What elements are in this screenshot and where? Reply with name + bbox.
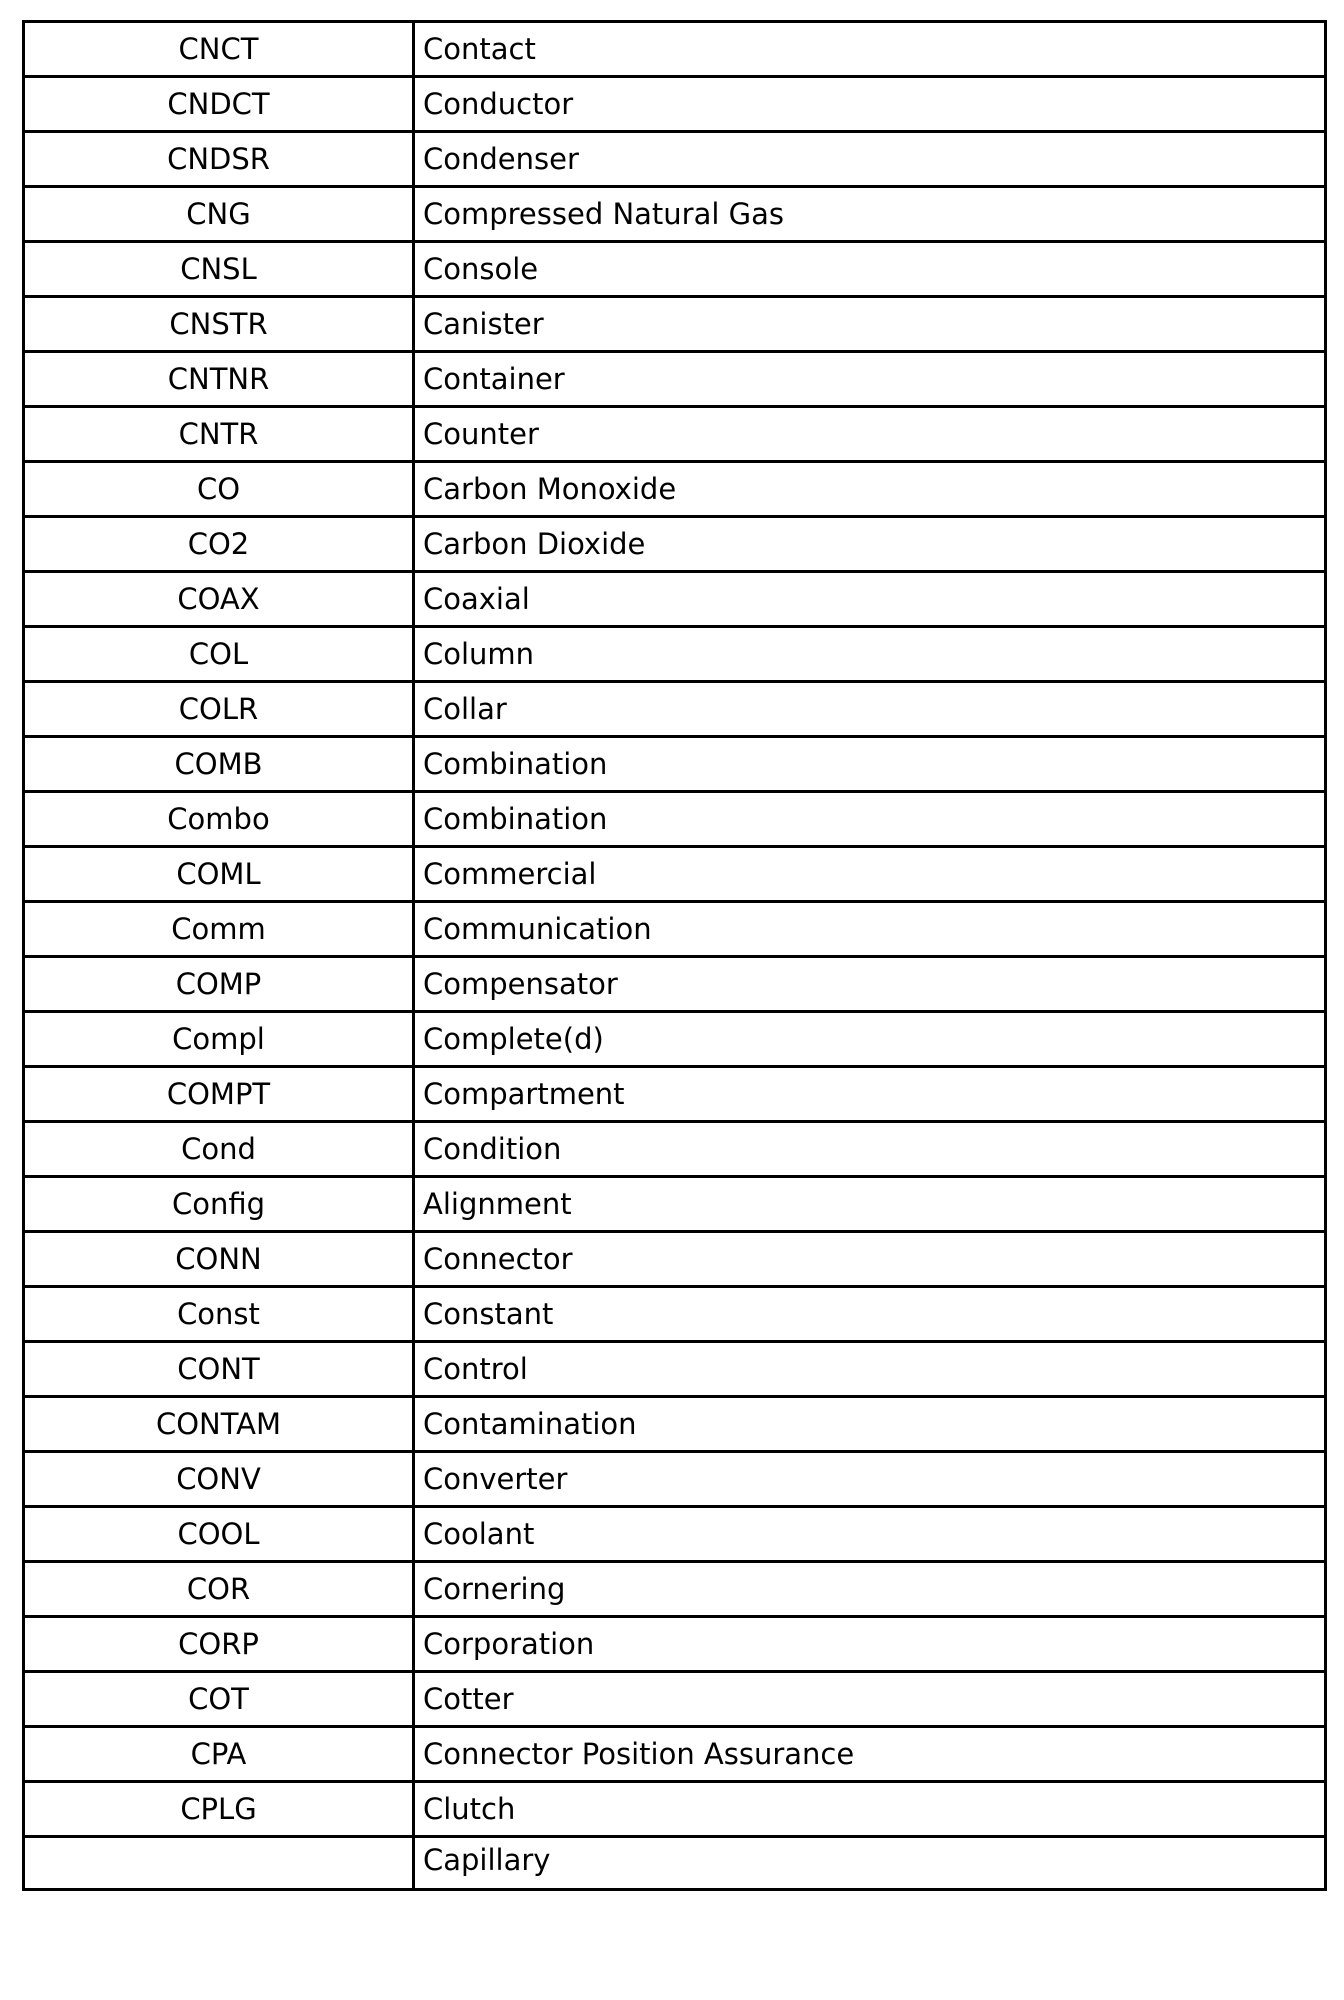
abbreviation-cell: CNDCT bbox=[24, 77, 414, 132]
table-row bbox=[24, 792, 1326, 847]
meaning-cell: Condenser bbox=[414, 132, 1326, 187]
meaning-cell: Carbon Monoxide bbox=[414, 462, 1326, 517]
table-row bbox=[24, 1727, 1326, 1782]
meaning-cell: Canister bbox=[414, 297, 1326, 352]
abbreviation-cell: COMPT bbox=[24, 1067, 414, 1122]
meaning-cell: Carbon Dioxide bbox=[414, 517, 1326, 572]
meaning-cell: Coaxial bbox=[414, 572, 1326, 627]
abbreviation-cell: CONN bbox=[24, 1232, 414, 1287]
abbreviation-cell: COAX bbox=[24, 572, 414, 627]
table-row bbox=[24, 517, 1326, 572]
table-row bbox=[24, 1342, 1326, 1397]
table-row bbox=[24, 352, 1326, 407]
abbreviation-cell: Cond bbox=[24, 1122, 414, 1177]
meaning-cell: Contact bbox=[414, 22, 1326, 77]
meaning-cell: Cornering bbox=[414, 1562, 1326, 1617]
meaning-cell: Container bbox=[414, 352, 1326, 407]
abbreviation-cell: COR bbox=[24, 1562, 414, 1617]
table-row bbox=[24, 1122, 1326, 1177]
abbreviations-table bbox=[22, 20, 1327, 1891]
abbreviation-cell: COML bbox=[24, 847, 414, 902]
meaning-cell: Connector bbox=[414, 1232, 1326, 1287]
table-row bbox=[24, 1452, 1326, 1507]
table-row bbox=[24, 847, 1326, 902]
table-row bbox=[24, 187, 1326, 242]
meaning-cell: Compensator bbox=[414, 957, 1326, 1012]
meaning-cell: Combination bbox=[414, 737, 1326, 792]
table-row bbox=[24, 572, 1326, 627]
meaning-cell: Constant bbox=[414, 1287, 1326, 1342]
meaning-cell: Combination bbox=[414, 792, 1326, 847]
abbreviation-cell: Compl bbox=[24, 1012, 414, 1067]
meaning-cell: Collar bbox=[414, 682, 1326, 737]
table-row bbox=[24, 1232, 1326, 1287]
meaning-cell: Corporation bbox=[414, 1617, 1326, 1672]
table-row bbox=[24, 737, 1326, 792]
meaning-cell: Condition bbox=[414, 1122, 1326, 1177]
abbreviation-cell: Combo bbox=[24, 792, 414, 847]
meaning-cell: Conductor bbox=[414, 77, 1326, 132]
meaning-cell: Capillary bbox=[414, 1837, 1326, 1890]
table-row bbox=[24, 1507, 1326, 1562]
table-row bbox=[24, 242, 1326, 297]
abbreviation-cell: CONTAM bbox=[24, 1397, 414, 1452]
abbreviation-cell: Const bbox=[24, 1287, 414, 1342]
meaning-cell: Control bbox=[414, 1342, 1326, 1397]
meaning-cell: Compartment bbox=[414, 1067, 1326, 1122]
table-row bbox=[24, 1782, 1326, 1837]
table-row bbox=[24, 77, 1326, 132]
table-row bbox=[24, 407, 1326, 462]
table-row bbox=[24, 1562, 1326, 1617]
table-row bbox=[24, 1287, 1326, 1342]
meaning-cell: Clutch bbox=[414, 1782, 1326, 1837]
meaning-cell: Column bbox=[414, 627, 1326, 682]
abbreviation-cell: CNSTR bbox=[24, 297, 414, 352]
abbreviation-cell: CNCT bbox=[24, 22, 414, 77]
meaning-cell: Connector Position Assurance bbox=[414, 1727, 1326, 1782]
meaning-cell: Contamination bbox=[414, 1397, 1326, 1452]
abbreviation-cell: COMP bbox=[24, 957, 414, 1012]
abbreviation-cell: CPLG bbox=[24, 1782, 414, 1837]
meaning-cell: Coolant bbox=[414, 1507, 1326, 1562]
abbreviation-cell bbox=[24, 1837, 414, 1890]
table-row bbox=[24, 462, 1326, 517]
abbreviation-cell: CO bbox=[24, 462, 414, 517]
table-row bbox=[24, 1837, 1326, 1890]
table-row bbox=[24, 132, 1326, 187]
table-row bbox=[24, 1177, 1326, 1232]
meaning-cell: Console bbox=[414, 242, 1326, 297]
table-row bbox=[24, 1617, 1326, 1672]
table-row bbox=[24, 627, 1326, 682]
abbreviation-cell: CPA bbox=[24, 1727, 414, 1782]
abbreviation-cell: COOL bbox=[24, 1507, 414, 1562]
abbreviation-cell: CNTR bbox=[24, 407, 414, 462]
abbreviation-cell: COMB bbox=[24, 737, 414, 792]
meaning-cell: Converter bbox=[414, 1452, 1326, 1507]
abbreviation-cell: Config bbox=[24, 1177, 414, 1232]
abbreviation-cell: CNSL bbox=[24, 242, 414, 297]
meaning-cell: Cotter bbox=[414, 1672, 1326, 1727]
meaning-cell: Complete(d) bbox=[414, 1012, 1326, 1067]
table-row bbox=[24, 902, 1326, 957]
abbreviation-cell: CNG bbox=[24, 187, 414, 242]
abbreviation-cell: COLR bbox=[24, 682, 414, 737]
abbreviation-cell: COT bbox=[24, 1672, 414, 1727]
abbreviation-cell: CONV bbox=[24, 1452, 414, 1507]
abbreviation-cell: Comm bbox=[24, 902, 414, 957]
table-body bbox=[24, 22, 1326, 1890]
abbreviation-cell: CONT bbox=[24, 1342, 414, 1397]
meaning-cell: Communication bbox=[414, 902, 1326, 957]
table-row bbox=[24, 682, 1326, 737]
table-row bbox=[24, 1397, 1326, 1452]
abbreviation-cell: COL bbox=[24, 627, 414, 682]
abbreviation-cell: CO2 bbox=[24, 517, 414, 572]
table-row bbox=[24, 1672, 1326, 1727]
meaning-cell: Commercial bbox=[414, 847, 1326, 902]
table-row bbox=[24, 1067, 1326, 1122]
table-row bbox=[24, 22, 1326, 77]
meaning-cell: Alignment bbox=[414, 1177, 1326, 1232]
table-row bbox=[24, 297, 1326, 352]
abbreviation-cell: CNTNR bbox=[24, 352, 414, 407]
table-row bbox=[24, 1012, 1326, 1067]
abbreviation-cell: CNDSR bbox=[24, 132, 414, 187]
table-row bbox=[24, 957, 1326, 1012]
abbreviation-cell: CORP bbox=[24, 1617, 414, 1672]
meaning-cell: Compressed Natural Gas bbox=[414, 187, 1326, 242]
meaning-cell: Counter bbox=[414, 407, 1326, 462]
